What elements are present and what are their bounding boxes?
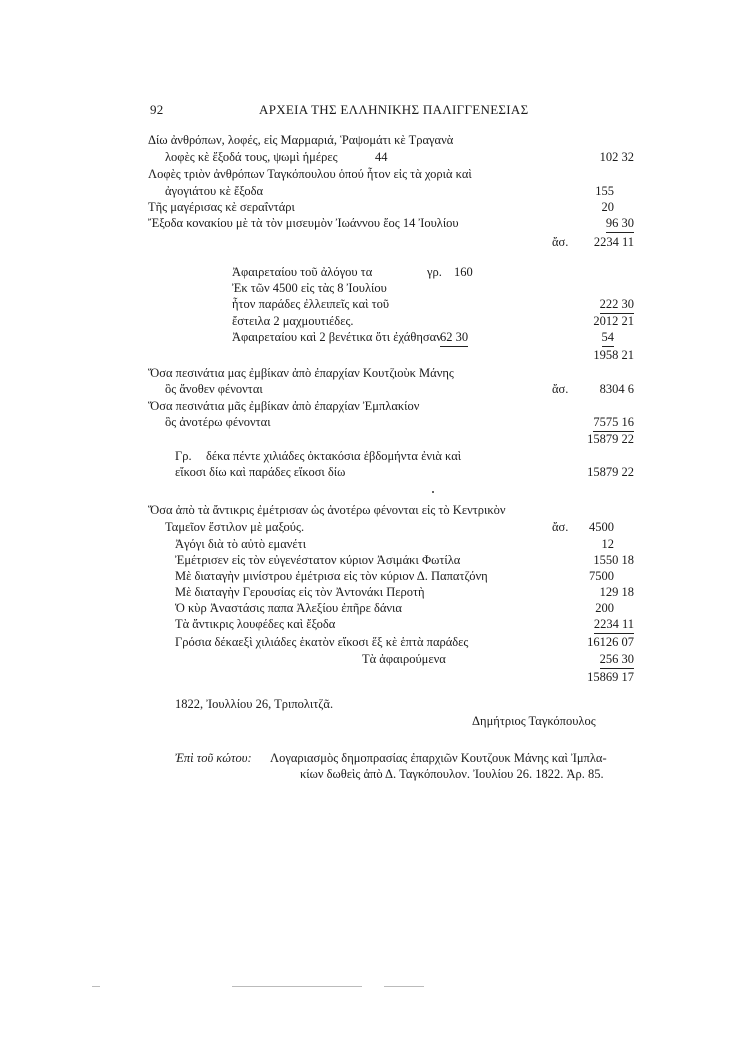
s1-line-5: Τῆς μαγέρισας κὲ σεραΐντάρι xyxy=(148,200,295,214)
s3-line-1: Ὅσα πεσινάτια μας ἐμβίκαν ἀπὸ ἐπαρχίαν Κουτζιοὺκ Μάνης xyxy=(148,366,454,380)
s3-words-line-1: δέκα πέντε χιλιάδες ὀκτακόσια ἑβδομήντα ἐνιὰ καὶ xyxy=(206,449,462,463)
s2-total: 1958 21 xyxy=(593,348,634,362)
s2-line-1-amount: 160 xyxy=(454,265,473,279)
s1-line-1: Δίω ἀνθρόπων, λοφές, εἰς Μαρμαριά, Ῥαψομάτι κὲ Τραγανὰ xyxy=(148,133,454,147)
s2-line-4: ἔστειλα 2 μαχμουτιέδες. xyxy=(232,314,354,328)
s1-line-6: Ἔξοδα κονακίου μὲ τὰ τὸν μισευμὸν Ἰωάννου ἕος 14 Ἰουλίου xyxy=(148,216,459,230)
s4-line-4: Ἐμέτρισεν εἰς τὸν εὐγενέστατον κύριον Ἀσιμάκι Φωτίλα xyxy=(175,553,461,567)
s2-line-4-amount: 2012 21 xyxy=(593,314,634,328)
s2-line-1: Ἀφαιρεταίου τοῦ ἀλόγου τα xyxy=(232,265,373,279)
s4-line-4-amount: 1550 18 xyxy=(593,553,634,567)
s4-line-7-amount: 200 xyxy=(595,601,614,615)
s4-total: 15869 17 xyxy=(587,670,634,684)
s4-line-1: Ὅσα ἀπὸ τὰ ἄντικρις ἐμέτρισαν ὡς ἀνοτέρω φένονται εἰς τὸ Κεντρικὸν xyxy=(148,503,506,517)
s4-line-2-label: ἄσ. xyxy=(552,520,569,534)
stray-mark xyxy=(432,491,434,493)
s3-words-gr: Γρ. xyxy=(175,449,192,463)
running-title: ΑΡΧΕΙΑ ΤΗΣ ΕΛΛΗΝΙΚΗΣ ΠΑΛΙΓΓΕΝΕΣΙΑΣ xyxy=(259,102,529,117)
note-line-2: κίων δωθεὶς ἀπὸ Δ. Ταγκόπουλον. Ἰουλίου 26. 1822. Ἀρ. 85. xyxy=(300,767,604,781)
s4-line-9-amount: 16126 07 xyxy=(587,635,634,649)
s3-line-3: Ὅσα πεσινάτια μᾶς ἐμβίκαν ἀπὸ ἐπαρχίαν Ἐμπλακίον xyxy=(148,399,420,413)
scan-artifact xyxy=(92,986,100,987)
s3-line-2: ὃς ἄνοθεν φένονται xyxy=(165,382,263,396)
s3-words-line-2: εἴκοσι δίω καὶ παράδες εἴκοσι δίω xyxy=(175,465,346,479)
s3-line-2-label: ἄσ. xyxy=(552,382,569,396)
s4-line-7: Ὁ κὺρ Ἀναστάσις παπα Ἀλεξίου ἐπῆρε δάνια xyxy=(175,601,402,615)
s2-line-3-amount: 222 30 xyxy=(600,296,634,314)
scan-artifact xyxy=(384,986,424,987)
s4-line-10-amount: 256 30 xyxy=(600,651,634,669)
s3-line-4: ὃς ἀνοτέρω φένονται xyxy=(165,415,271,429)
s1-line-3: Λοφὲς τριὸν ἀνθρόπων Ταγκόπουλου ὁπού ἦτον εἰς τὰ χοριὰ καὶ xyxy=(148,167,472,181)
s1-line-2-amount: 102 32 xyxy=(599,150,634,164)
s4-line-9: Γρόσια δέκαεξὶ χιλιάδες ἑκατὸν εἴκοσι ἕξ κὲ ἑπτὰ παράδες xyxy=(175,635,469,649)
closing-date: 1822, Ἰουλλίου 26, Τριπολιτζᾶ. xyxy=(175,697,334,711)
s4-line-3: Ἀγόγι διὰ τὸ αὐτὸ εμανέτι xyxy=(175,537,307,551)
closing-signature: Δημήτριος Ταγκόπουλος xyxy=(472,714,596,728)
page-number: 92 xyxy=(150,102,164,117)
s2-line-1-gr: γρ. xyxy=(427,265,442,279)
s4-line-5-amount: 7500 xyxy=(589,569,614,583)
s3-line-2-amount: 8304 6 xyxy=(599,382,634,396)
s2-line-2: Ἐκ τῶν 4500 εἰς τὰς 8 Ἰουλίου xyxy=(232,281,387,295)
note-line-1: Λογαριασμὸς δημοπρασίας ἐπαρχιῶν Κουτζουκ Μάνης καὶ Ἰμπλα- xyxy=(270,751,607,765)
s4-line-8: Τὰ ἄντικρις λουφέδες καὶ ἔξοδα xyxy=(175,617,336,631)
s4-line-2: Ταμεῖον ἔστιλον μὲ μαξούς. xyxy=(165,520,305,534)
note-label: Ἐπὶ τοῦ κώτου: xyxy=(175,751,252,765)
s1-line-4: ἀγογιάτου κὲ ἔξοδα xyxy=(165,184,264,198)
s4-line-3-amount: 12 xyxy=(601,537,614,551)
s4-line-8-amount: 2234 11 xyxy=(594,616,634,634)
s1-sum-amount: 2234 11 xyxy=(593,235,634,249)
s2-line-5-mid-amount: 62 30 xyxy=(440,329,468,347)
s4-line-5: Μὲ διαταγὴν μινίστρου ἐμέτρισα εἰς τὸν κύριον Δ. Παπατζόνη xyxy=(175,569,488,583)
s1-line-2-days: 44 xyxy=(375,150,388,164)
s4-line-6: Μὲ διαταγὴν Γερουσίας εἰς τὸν Ἀντονάκι Περοτὴ xyxy=(175,585,425,599)
s2-line-3: ἦτον παράδες ἐλλειπεῖς καὶ τοῦ xyxy=(232,297,390,311)
s3-total: 15879 22 xyxy=(587,432,634,446)
s2-line-5: Ἀφαιρεταίου καὶ 2 βενέτικα ὅτι ἐχάθησαν xyxy=(232,330,442,344)
s4-line-2-amount: 4500 xyxy=(589,520,614,534)
scan-artifact xyxy=(232,986,362,987)
s1-line-5-amount: 20 xyxy=(601,200,614,214)
s1-sum-label: ἄσ. xyxy=(552,235,569,249)
s2-line-5-amount: 54 xyxy=(602,329,615,347)
s1-line-2: λοφὲς κὲ ἔξοδά τους, ψωμὶ ἡμέρες xyxy=(165,150,338,164)
s1-line-6-amount: 96 30 xyxy=(606,215,634,233)
s4-line-10: Τὰ ἀφαιρούμενα xyxy=(362,652,446,666)
s3-words-amount: 15879 22 xyxy=(587,465,634,479)
s1-line-4-amount: 155 xyxy=(595,184,614,198)
s3-line-4-amount: 7575 16 xyxy=(593,414,634,432)
s4-line-6-amount: 129 18 xyxy=(599,585,634,599)
